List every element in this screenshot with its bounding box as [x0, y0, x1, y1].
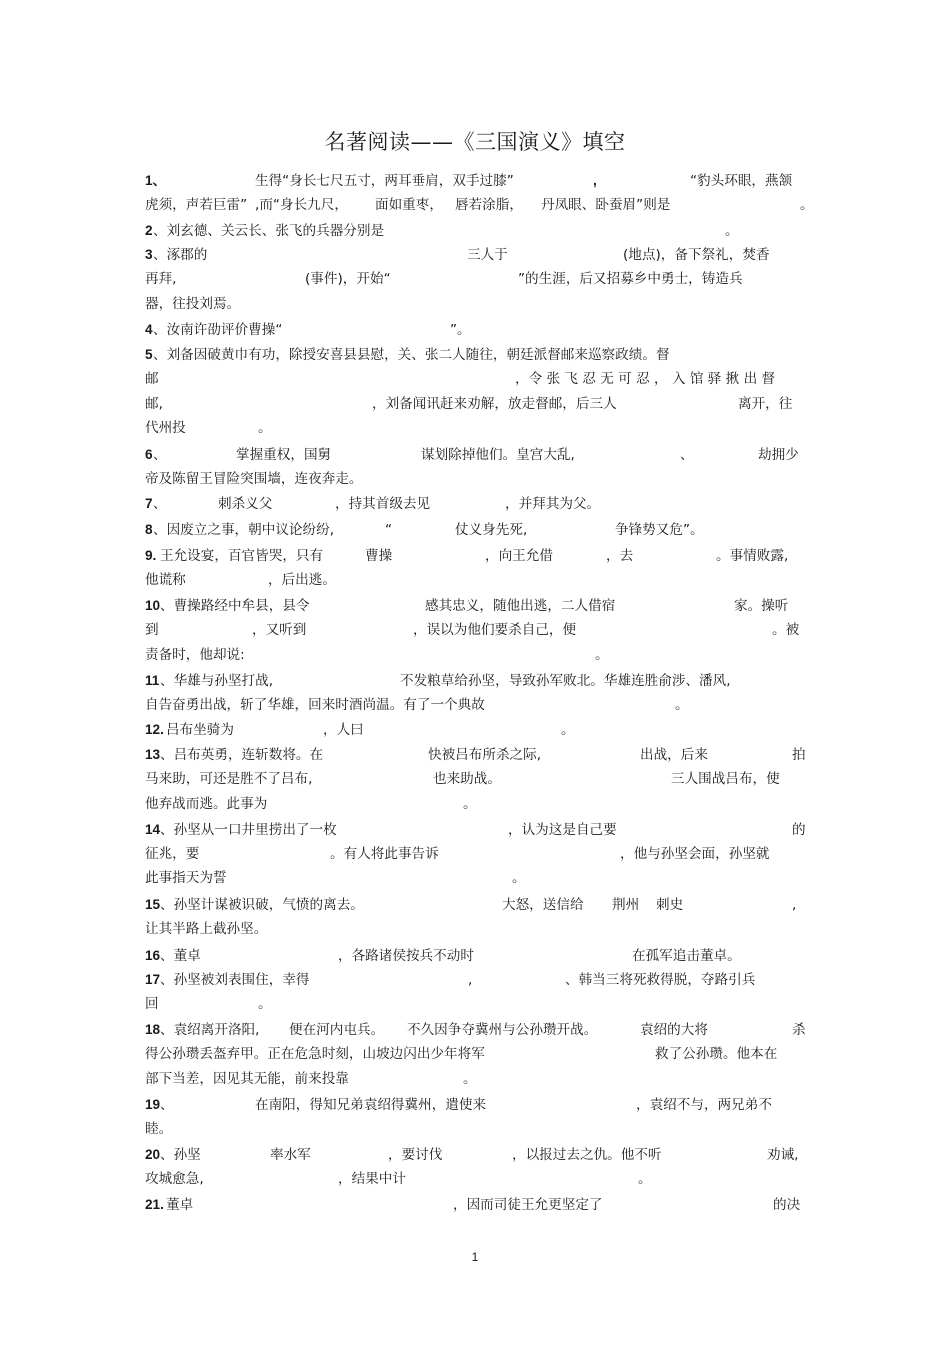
question-text: 曹操: [365, 548, 393, 564]
question-text: (地点)，备下祭礼，焚香: [623, 247, 770, 263]
question-number: ,: [593, 173, 597, 188]
question-text: 谋划除掉他们。皇宫大乱,: [421, 447, 575, 463]
question-text: 。: [595, 647, 609, 663]
question-line: [0, 418, 950, 438]
question-text: ，持其首级去见: [335, 496, 431, 512]
question-line: [0, 868, 950, 888]
question-text: 。: [800, 197, 814, 213]
question-number: 13: [145, 747, 161, 762]
question-number: 17: [145, 972, 161, 987]
question-line: [0, 1119, 950, 1139]
question-text: 刺杀义父: [218, 496, 273, 512]
question-text: 荆州: [612, 897, 640, 913]
question-number: 10: [145, 598, 161, 613]
question-number: 15: [145, 897, 161, 912]
question-text: ,: [792, 897, 797, 913]
question-text: ，并拜其为父。: [505, 496, 601, 512]
question-text: 、: [160, 1097, 174, 1113]
question-number: 20: [145, 1147, 161, 1162]
question-text: 杀: [792, 1022, 806, 1038]
question-text: ，袁绍不与，两兄弟不: [636, 1097, 772, 1113]
question-text: 的: [792, 822, 806, 838]
question-text: 到: [145, 622, 159, 638]
question-number: 14: [145, 822, 161, 837]
question-text: “: [385, 522, 393, 538]
question-line: [0, 195, 950, 215]
question-line: [0, 919, 950, 939]
page-number: 1: [471, 1250, 479, 1264]
question-line: [0, 320, 950, 340]
question-number: 9.: [145, 548, 157, 563]
question-text: 唇若涂脂，: [455, 197, 523, 213]
question-text: 得公孙瓒丢盔弃甲。正在危急时刻，山坡边闪出少年将军: [145, 1046, 485, 1062]
question-line: [0, 494, 950, 514]
question-line: [0, 394, 950, 414]
question-text: 马来助，可还是胜不了吕布,: [145, 771, 313, 787]
question-text: 。: [675, 697, 689, 713]
question-number: 11: [145, 673, 160, 688]
question-text: 救了公孙瓒。他本在: [655, 1046, 778, 1062]
question-line: [0, 345, 950, 365]
question-text: 、: [153, 447, 167, 463]
question-text: 董卓: [166, 1197, 194, 1213]
question-text: 、孙坚计谋被识破，气愤的离去。: [160, 897, 364, 913]
question-text: 、孙坚从一口井里捞出了一枚: [160, 822, 337, 838]
question-text: 也来助战。: [433, 771, 501, 787]
question-text: 、: [153, 496, 167, 512]
question-line: [0, 970, 950, 990]
question-text: ，他与孙坚会面，孙坚就: [620, 846, 770, 862]
question-text: 快被吕布所杀之际,: [428, 747, 542, 763]
question-text: 。: [638, 1171, 652, 1187]
question-line: [0, 745, 950, 765]
question-text: 大怒，送信给: [502, 897, 584, 913]
question-text: 生得“身长七尺五寸，两耳垂肩，双手过膝”: [255, 173, 514, 189]
question-text: 感其忠义，随他出逃，二人借宿: [425, 598, 616, 614]
question-text: 部下当差，因见其无能，前来投靠: [145, 1071, 349, 1087]
question-line: [0, 1044, 950, 1064]
question-line: [0, 570, 950, 590]
question-line: [0, 895, 950, 915]
question-text: 出战，后来: [640, 747, 708, 763]
question-text: 再拜,: [145, 271, 177, 287]
question-text: 面如重枣，: [375, 197, 443, 213]
question-text: “豹头环眼，燕颔: [690, 173, 793, 189]
question-text: 。: [725, 223, 739, 239]
question-text: 刺史: [656, 897, 684, 913]
question-text: ，结果中计: [338, 1171, 406, 1187]
question-line: [0, 269, 950, 289]
question-text: 。被: [772, 622, 800, 638]
question-text: ，又听到: [252, 622, 307, 638]
question-text: ”。: [450, 322, 471, 338]
question-text: 袁绍的大将: [640, 1022, 708, 1038]
question-text: 不发粮草给孙坚，导致孙军败北。华雄连胜俞涉、潘风,: [400, 673, 731, 689]
question-line: [0, 671, 950, 691]
question-line: [0, 645, 950, 665]
question-text: 率水军: [270, 1147, 311, 1163]
question-line: [0, 794, 950, 814]
question-number: 6: [145, 447, 153, 462]
question-text: 拍: [792, 747, 806, 763]
question-text: 让其半路上截孙坚。: [145, 921, 268, 937]
question-text: 邮,: [145, 396, 163, 412]
question-text: 回: [145, 996, 159, 1012]
question-line: [0, 221, 950, 241]
question-text: 王允设宴，百官皆哭，只有: [160, 548, 324, 564]
question-line: [0, 171, 950, 191]
question-line: [0, 445, 950, 465]
question-text: 自告奋勇出战，斩了华雄，回来时酒尚温。有了一个典故: [145, 697, 485, 713]
question-line: [0, 1145, 950, 1165]
question-line: [0, 946, 950, 966]
question-line: [0, 720, 950, 740]
question-text: ，因而司徒王允更坚定了: [453, 1197, 603, 1213]
question-text: 、汝南许劭评价曹操“: [153, 322, 283, 338]
question-line: [0, 1095, 950, 1115]
question-text: 、韩当三将死救得脱，夺路引兵: [565, 972, 756, 988]
question-text: 。有人将此事告诉: [330, 846, 439, 862]
question-number: 5: [145, 347, 153, 362]
question-line: [0, 596, 950, 616]
question-number: 18: [145, 1022, 161, 1037]
question-number: 2: [145, 223, 153, 238]
question-text: ”的生涯，后又招募乡中勇士，铸造兵: [518, 271, 743, 287]
question-line: [0, 469, 950, 489]
question-line: [0, 1069, 950, 1089]
question-text: 、孙坚被刘表围住，幸得: [160, 972, 310, 988]
question-text: 三人于: [467, 247, 508, 263]
question-text: 帝及陈留王冒险突围墙，连夜奔走。: [145, 471, 363, 487]
question-text: ，向王允借: [485, 548, 553, 564]
question-text: 代州投: [145, 420, 186, 436]
question-text: 劝诫,: [767, 1147, 799, 1163]
question-text: ，刘备闻讯赶来劝解，放走督邮，后三人: [372, 396, 617, 412]
question-line: [0, 994, 950, 1014]
question-number: 12.: [145, 722, 164, 737]
question-line: [0, 620, 950, 640]
question-number: 19: [145, 1097, 161, 1112]
question-text: 邮: [145, 371, 159, 387]
question-text: 不久因争夺冀州与公孙瓒开战。: [407, 1022, 598, 1038]
question-text: 虎须，声若巨雷”: [145, 197, 248, 213]
question-text: 。事情败露,: [716, 548, 789, 564]
question-text: ，要讨伐: [388, 1147, 443, 1163]
question-number: 4: [145, 322, 153, 337]
question-number: 21.: [145, 1197, 164, 1212]
question-text: ，后出逃。: [268, 572, 336, 588]
page-title: 名著阅读——《三国演义》填空: [324, 130, 626, 154]
question-number: 7: [145, 496, 153, 511]
question-text: 他弃战而逃。此事为: [145, 796, 268, 812]
question-text: 。: [463, 796, 477, 812]
question-line: [0, 695, 950, 715]
question-text: 、孙坚: [160, 1147, 201, 1163]
question-text: 责备时，他却说:: [145, 647, 245, 663]
question-text: 、曹操路经中牟县，县令: [160, 598, 310, 614]
question-text: 攻城愈急,: [145, 1171, 204, 1187]
question-line: [0, 820, 950, 840]
question-line: [0, 245, 950, 265]
question-text: 便在河内屯兵。: [289, 1022, 385, 1038]
question-text: ,: [468, 972, 473, 988]
question-text: 的决: [773, 1197, 801, 1213]
question-text: 器，往投刘焉。: [145, 296, 241, 312]
question-text: 。: [512, 870, 526, 886]
question-text: 离开，往: [738, 396, 793, 412]
question-text: ,而“身长九尺，: [255, 197, 348, 213]
question-text: 争锋势又危”。: [615, 522, 704, 538]
question-text: ，令 张 飞 忍 无 可 忍 ， 入 馆 驿 揪 出 督: [515, 371, 776, 387]
question-text: 在孤军追击董卓。: [632, 948, 741, 964]
question-line: [0, 844, 950, 864]
question-line: [0, 294, 950, 314]
question-text: 仗义身先死,: [455, 522, 528, 538]
question-text: 、: [680, 447, 694, 463]
question-number: 1、: [145, 173, 167, 188]
question-text: 在南阳，得知兄弟袁绍得冀州，遣使来: [255, 1097, 487, 1113]
question-number: 16: [145, 948, 161, 963]
question-text: 掌握重权，国舅: [236, 447, 332, 463]
question-text: 、刘玄德、关云长、张飞的兵器分别是: [153, 223, 385, 239]
question-line: [0, 369, 950, 389]
question-text: 、华雄与孙坚打战,: [160, 673, 274, 689]
question-line: [0, 1020, 950, 1040]
question-text: 三人围战吕布，使: [671, 771, 780, 787]
question-text: 、袁绍离开洛阳,: [160, 1022, 260, 1038]
question-text: 他谎称: [145, 572, 186, 588]
question-number: 3: [145, 247, 153, 262]
question-text: 。: [258, 420, 272, 436]
question-line: [0, 1169, 950, 1189]
question-line: [0, 546, 950, 566]
question-text: 、因废立之事，朝中议论纷纷,: [153, 522, 335, 538]
question-text: 、吕布英勇，连斩数将。在: [160, 747, 324, 763]
question-text: 征兆，要: [145, 846, 200, 862]
question-number: 8: [145, 522, 153, 537]
question-text: (事件)，开始“: [305, 271, 391, 287]
question-text: 。: [258, 996, 272, 1012]
question-text: 。: [463, 1071, 477, 1087]
question-text: 劫拥少: [758, 447, 799, 463]
question-text: 睦。: [145, 1121, 173, 1137]
question-text: 、刘备因破黄巾有功，除授安喜县县慰，关、张二人随往，朝廷派督邮来巡察政绩。督: [153, 347, 670, 363]
question-text: ，以报过去之仇。他不听: [512, 1147, 662, 1163]
question-line: [0, 1195, 950, 1215]
question-text: 家。操听: [734, 598, 789, 614]
question-text: 吕布坐骑为: [166, 722, 234, 738]
question-text: ，人曰: [323, 722, 364, 738]
question-text: 。: [561, 722, 575, 738]
question-text: 、董卓: [160, 948, 201, 964]
question-text: ，认为这是自己要: [508, 822, 617, 838]
question-text: 、涿郡的: [153, 247, 208, 263]
question-text: ，误以为他们要杀自己，便: [413, 622, 577, 638]
question-text: ，去: [606, 548, 634, 564]
question-line: [0, 520, 950, 540]
question-text: 此事指天为誓: [145, 870, 227, 886]
question-line: [0, 769, 950, 789]
question-text: 丹凤眼、卧蚕眉”则是: [541, 197, 671, 213]
question-text: ，各路诸侯按兵不动时: [338, 948, 474, 964]
